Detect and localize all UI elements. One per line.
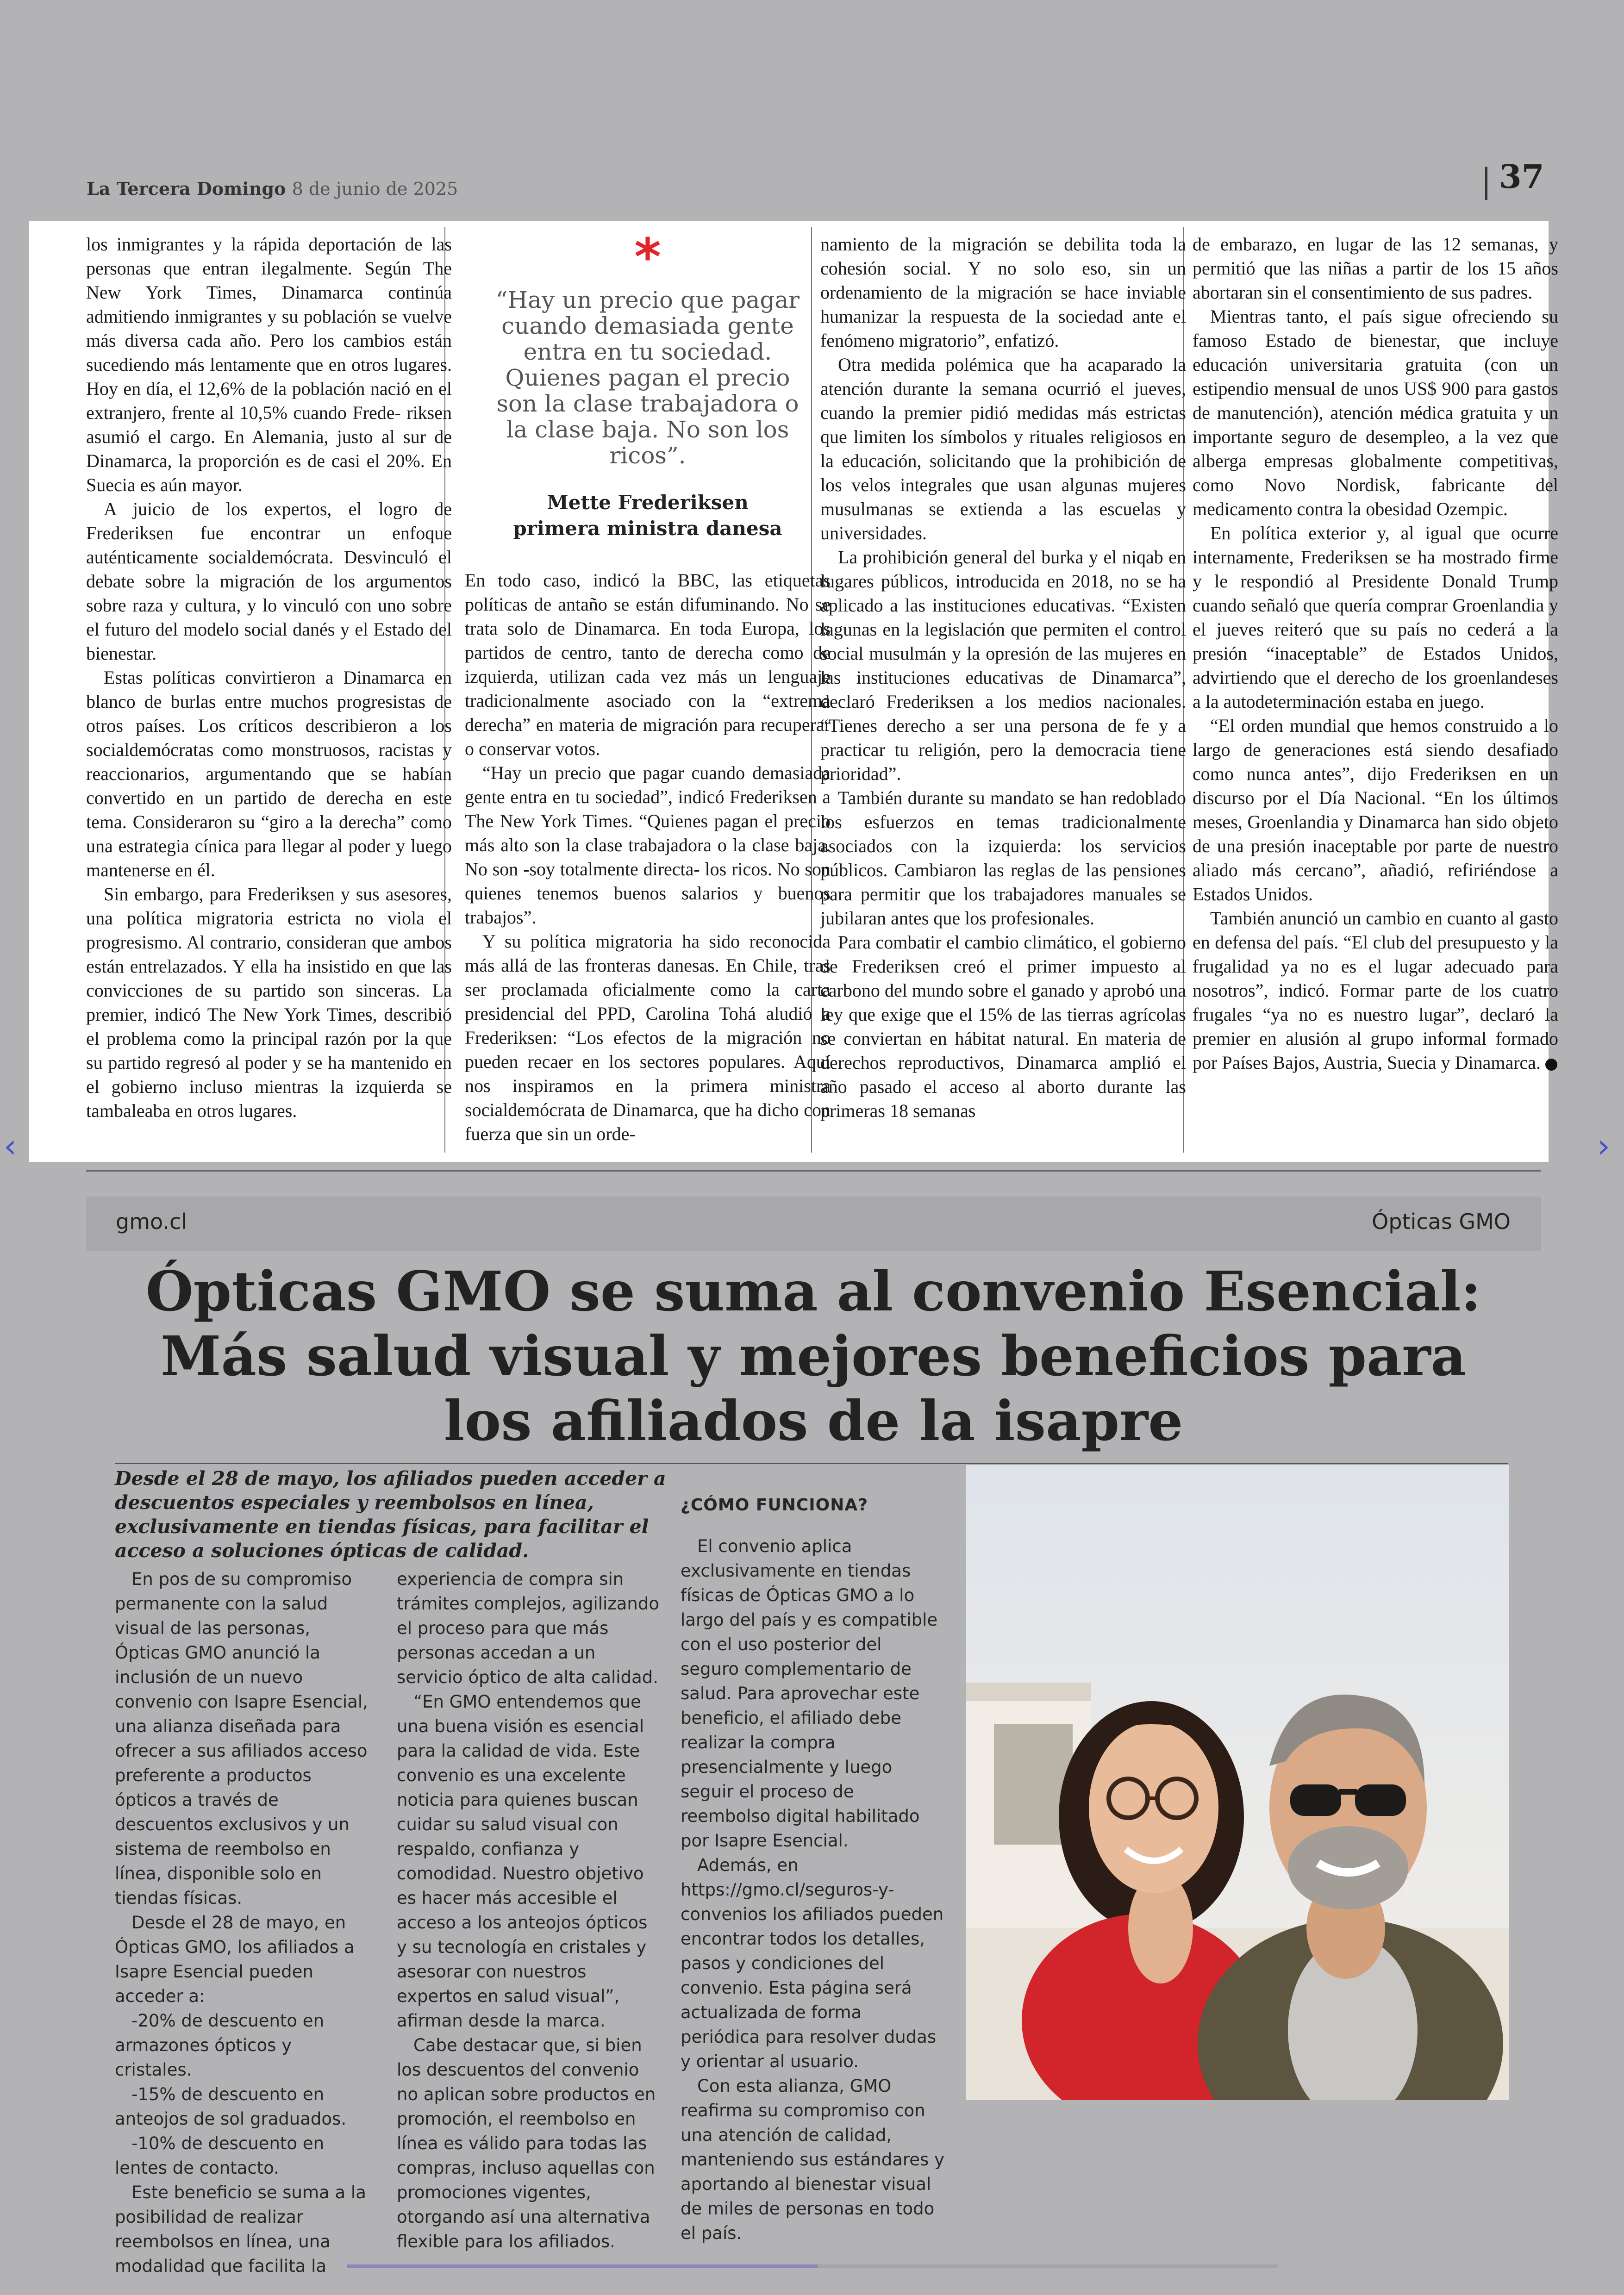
article-column-3 [820,232,1186,1154]
paragraph: “En GMO entendemos que una buena visión es esencial para la calidad de vida. Este convenio es una excelente noticia para quienes buscan cuidar su salud visual con respaldo, confianza y comodidad. Nuestro objetivo es hacer más accesible el acceso a los anteojos ópticos y su tecnología en cristales y asesorar con nuestros expertos en salud visual”, afirman desde la marca. [397,1692,648,2031]
publication-name: La Tercera Domingo 8 de junio de 2025 [87,178,458,199]
discount-item: -10% de descuento en lentes de contacto. [115,2133,325,2178]
paragraph: En pos de su compromiso permanente con la salud visual de las personas, Ópticas GMO anunció la inclusión de un nuevo convenio con Isapre Esencial, una alianza diseñada para ofrecer a sus afiliados acceso preferente a productos ópticos a través de descuentos exclusivos y un sistema de reembolso en línea, disponible solo en tiendas físicas. [115,1569,368,1908]
paragraph: En todo caso, indicó la BBC, las etiquetas políticas de antaño se están difuminando. No se trata solo de Dinamarca. En toda Europa, los partidos de centro, tanto de derecha como de izquierda, utilizan cada vez más un lenguaje tradicionalmente asociado con la “extrema derecha” en materia de migración para recuperar o conservar votos. [465,570,831,759]
paragraph: En política exterior y, al igual que ocurre internamente, Frederiksen se ha mostrado firme y le respondió al Presidente Donald Trump cuando señaló que quería comprar Groenlandia y el jueves reiteró que su país no cederá a la presión “inaceptable” de Estados Unidos, advirtiendo que el derecho de los groenlandeses a la autodeterminación estaba en juego. [1193,523,1558,712]
paragraph: Cabe destacar que, si bien los descuentos del convenio no aplican sobre productos en promoción, el reembolso en línea es válido para todas las compras, incluso aquellas con promociones vigentes, otorgando así una alternativa flexible para los afiliados. [397,2035,656,2251]
paragraph-last: También anunció un cambio en cuanto al gasto en defensa del país. “El club del presupuesto y la frugalidad ya no es el lugar adecuado para nosotros”, indicó. Formar parte de los cuatro frugales “ya no es nuestro lugar”, declaró la premier en alusión al grupo informal formado por Países Bajos, Austria, Suecia y Dinamarca. [1193,908,1558,1073]
page-number-divider [1485,167,1487,200]
page-progress-fill [347,2264,818,2268]
next-page-icon[interactable]: › [1597,1127,1610,1165]
ad-column-2 [397,1567,661,2254]
asterisk-icon: * [634,227,661,287]
article-column-1 [86,232,452,1154]
paragraph: Otra medida polémica que ha acaparado la atención durante la semana ocurrió el jueves, cuando la premier pidió medidas más estrictas que limiten los símbolos y rituales religiosos en la educación, solicitando que la prohibición de los velos integrales que usan algunas mujeres musulmanas se extienda a las escuelas y universidades. [820,354,1186,543]
paragraph: “El orden mundial que hemos construido a lo largo de generaciones está siendo desafiado como nunca antes”, dijo Frederiksen en un discurso por el Día Nacional. “En los últimos meses, Groenlandia y Dinamarca han sido objeto de una presión inaceptable por parte de nuestro aliado más cercano”, añadió, refiriéndose a Estados Unidos. [1193,715,1558,904]
pull-quote [465,227,831,540]
headline-rule [115,1463,1508,1464]
paragraph: Estas políticas convirtieron a Dinamarca en blanco de burlas entre muchos progresistas de otros países. Los críticos describieron a los socialdemócratas como monstruosos, racistas y reaccionarios, argumentando que se habían convertido en un partido de derecha en este tema. Consideraron su “giro a la derecha” como una estrategia cínica para llegar al poder y luego mantenerse en él. [86,667,452,880]
paragraph: namiento de la migración se debilita toda la cohesión social. Y no solo eso, sin un ordenamiento de la migración se hace inviable humanizar la respuesta de la sociedad ante el fenómeno migratorio”, enfatizó. [820,234,1186,351]
paragraph: Mientras tanto, el país sigue ofreciendo su famoso Estado de bienestar, que incluye educación universitaria gratuita (con un estipendio mensual de unos US$ 900 para gastos de manutención), atención médica gratuita y un importante seguro de desempleo, a la vez que alberga empresas globalmente competitivas, como Novo Nordisk, fabricante del medicamento contra la obesidad Ozempic. [1193,306,1558,519]
ad-site-link[interactable]: gmo.cl [116,1209,187,1234]
paragraph: experiencia de compra sin trámites complejos, agilizando el proceso para que más personas accedan a un servicio óptico de alta calidad. [397,1569,659,1687]
ad-brand-name: Ópticas GMO [1372,1209,1511,1234]
edition-date: 8 de junio de 2025 [292,179,458,199]
ad-column-3 [681,1493,944,2245]
article-column-2 [465,568,831,1154]
discount-item: -20% de descuento en armazones ópticos y cristales. [115,2011,325,2080]
ad-header-bar [86,1197,1541,1251]
paragraph: Sin embargo, para Frederiksen y sus asesores, una política migratoria estricta no viola el progresismo. Al contrario, consideran que ambos están entrelazados. Y ella ha insistido en que las convicciones de su partido son sinceras. La premier, indicó The New York Times, describió el problema como la principal razón por la que su partido regresó al poder y se ha mantenido en el gobierno incluso mientras la izquierda se tambaleaba en otros lugares. [86,884,452,1121]
photo-illustration [966,1465,1509,2100]
paragraph: El convenio aplica exclusivamente en tiendas físicas de Ópticas GMO a lo largo del país y es compatible con el uso posterior del seguro complementario de salud. Para aprovechar este beneficio, el afiliado debe realizar la compra presencialmente y luego seguir el proceso de reembolso digital habilitado por Isapre Esencial. [681,1536,938,1851]
pull-quote-author [465,490,831,542]
ad-column-1 [115,1567,374,2278]
paragraph: “Hay un precio que pagar cuando demasiada gente entra en tu sociedad”, indicó Frederiksen a The New York Times. “Quienes pagan el precio más alto son la clase trabajadora o la clase baja. No son -soy totalmente directa- los ricos. No son quienes tenemos buenos salarios y buenos trabajos”. [465,762,831,928]
paragraph: La prohibición general del burka y el niqab en lugares públicos, introducida en 2018, no se ha aplicado a las instituciones educativas. “Existen lagunas en la legislación que permiten el control social musulmán y la opresión de las mujeres en las instituciones educativas de Dinamarca”, declaró Frederiksen a los medios nacionales. “Tienes derecho a ser una persona de fe y a practicar tu religión, pero la democracia tiene prioridad”. [820,547,1186,784]
author-name: Mette Frederiksen [547,491,749,514]
author-role: primera ministra danesa [513,517,782,540]
paragraph: También durante su mandato se han redoblado los esfuerzos en temas tradicionalmente asociados con la izquierda: los servicios públicos. Cambiaron las reglas de las pensiones para permitir que los trabajadores manuales se jubilaran antes que los profesionales. [820,787,1186,929]
ad-headline [86,1259,1541,1453]
article-column-4 [1193,232,1558,1154]
headline-line: los afiliados de la isapre [443,1389,1183,1453]
pull-quote-text: “Hay un precio que pagar cuando demasiada gente entra en tu sociedad. Quienes pagan el precio son la clase trabajadora o la clase baja. No son los ricos”. [495,287,800,469]
how-it-works-heading: ¿CÓMO FUNCIONA? [681,1496,868,1515]
discount-item: -15% de descuento en anteojos de sol graduados. [115,2084,347,2129]
previous-page-icon[interactable]: ‹ [4,1127,17,1165]
ad-lead: Desde el 28 de mayo, los afiliados pueden acceder a descuentos especiales y reembolsos en línea, exclusivamente en tiendas físicas, para facilitar el acceso a soluciones ópticas de calidad. [115,1467,666,1562]
headline-line: Más salud visual y mejores beneficios para [160,1324,1467,1388]
paragraph: Además, en https://gmo.cl/seguros-y-convenios los afiliados pueden encontrar todos los detalles, pasos y condiciones del convenio. Esta página será actualizada de forma periódica para resolver dudas y orientar al usuario. [681,1855,944,2071]
paragraph: los inmigrantes y la rápida deportación de las personas que entran ilegalmente. Según The New York Times, Dinamarca continúa admitiendo inmigrantes y su población se vuelve más diversa cada año. Pero los cambios están sucediendo más lentamente que en otros lugares. Hoy en día, el 12,6% de la población nació en el extranjero, frente al 10,5% cuando Frede- riksen asumió el cargo. En Alemania, justo al sur de Dinamarca, la proporción es de casi el 20%. En Suecia es aún mayor. [86,234,452,495]
page-number: 37 [1499,157,1544,196]
section-divider [86,1170,1541,1172]
paragraph: A juicio de los expertos, el logro de Frederiksen fue encontrar un enfoque auténticamente socialdemócrata. Desvinculó el debate sobre la migración de los argumentos sobre raza y cultura, y lo vinculó con uno sobre el futuro del modelo social danés y el Estado del bienestar. [86,499,452,664]
headline-line: Ópticas GMO se suma al convenio Esencial: [145,1259,1481,1323]
paragraph: Este beneficio se suma a la posibilidad de realizar reembolsos en línea, una modalidad que facilita la [115,2183,366,2276]
ad-photo-couple-glasses [966,1465,1509,2100]
paragraph: Desde el 28 de mayo, en Ópticas GMO, los afiliados a Isapre Esencial pueden acceder a: [115,1913,355,2006]
paragraph: Para combatir el cambio climático, el gobierno de Frederiksen creó el primer impuesto al carbono del mundo sobre el ganado y aprobó una ley que exige que el 15% de las tierras agrícolas se conviertan en hábitat natural. En materia de derechos reproductivos, Dinamarca amplió el año pasado el acceso al aborto durante las primeras 18 semanas [820,932,1186,1121]
paragraph: Con esta alianza, GMO reafirma su compromiso con una atención de calidad, manteniendo sus estándares y aportando al bienestar visual de miles de personas en todo el país. [681,2076,944,2243]
paragraph: Y su política migratoria ha sido reconocida más allá de las fronteras danesas. En Chile, tras ser proclamada oficialmente como la carta presidencial del PPD, Carolina Tohá aludió a Frederiksen: “Los efectos de la migración no pueden recaer en los sectores populares. Aquí nos inspiramos en la primera ministra socialdemócrata de Dinamarca, que ha dicho con fuerza que sin un orde- [465,931,831,1144]
paragraph: de embarazo, en lugar de las 12 semanas, y permitió que las niñas a partir de los 15 años abortaran sin el consentimiento de sus padres. [1193,234,1558,303]
end-of-article-icon [1545,1059,1557,1071]
